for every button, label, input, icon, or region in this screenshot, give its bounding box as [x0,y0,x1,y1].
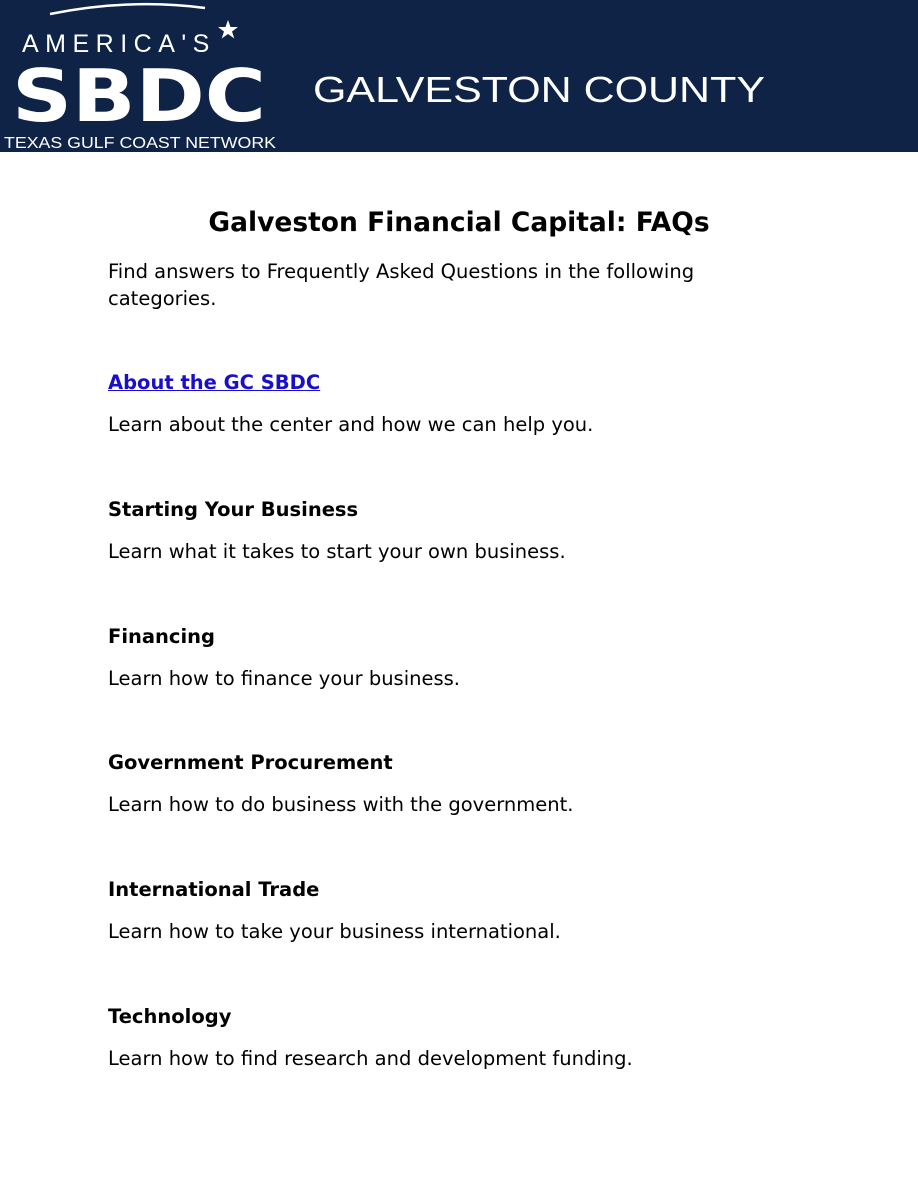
section-description: Learn how to take your business international. [108,920,561,943]
sbdc-logo [0,0,918,152]
faq-section-financing [108,624,808,692]
faq-section-about [108,370,808,438]
page-title: Galveston Financial Capital: FAQs [208,207,710,238]
section-description: Learn how to finance your business. [108,667,461,690]
header-banner [0,0,918,152]
section-description: Learn about the center and how we can help you. [108,413,594,436]
faq-section-international-trade [108,877,808,945]
logo-swoosh-icon [50,4,205,14]
faq-section-government-procurement [108,750,808,818]
section-description: Learn how to find research and development funding. [108,1047,633,1070]
about-gc-sbdc-link[interactable]: About the GC SBDC [108,371,321,394]
section-heading: Financing [108,625,216,648]
logo-bottom-text: TEXAS GULF COAST NETWORK [4,135,277,152]
section-description: Learn how to do business with the government. [108,793,574,816]
logo-top-text: AMERICA'S [22,30,216,58]
section-description: Learn what it takes to start your own business. [108,540,566,563]
logo-main-text: SBDC [12,54,266,138]
faq-section-starting-business [108,497,808,565]
section-heading: Starting Your Business [108,498,359,521]
intro-text: Find answers to Frequently Asked Questions in the following categories. [108,260,695,310]
section-heading: International Trade [108,878,320,901]
section-heading: Technology [108,1005,232,1028]
star-icon [218,20,238,39]
section-heading: Government Procurement [108,751,393,774]
faq-section-technology [108,1004,808,1072]
county-name: GALVESTON COUNTY [313,69,765,110]
